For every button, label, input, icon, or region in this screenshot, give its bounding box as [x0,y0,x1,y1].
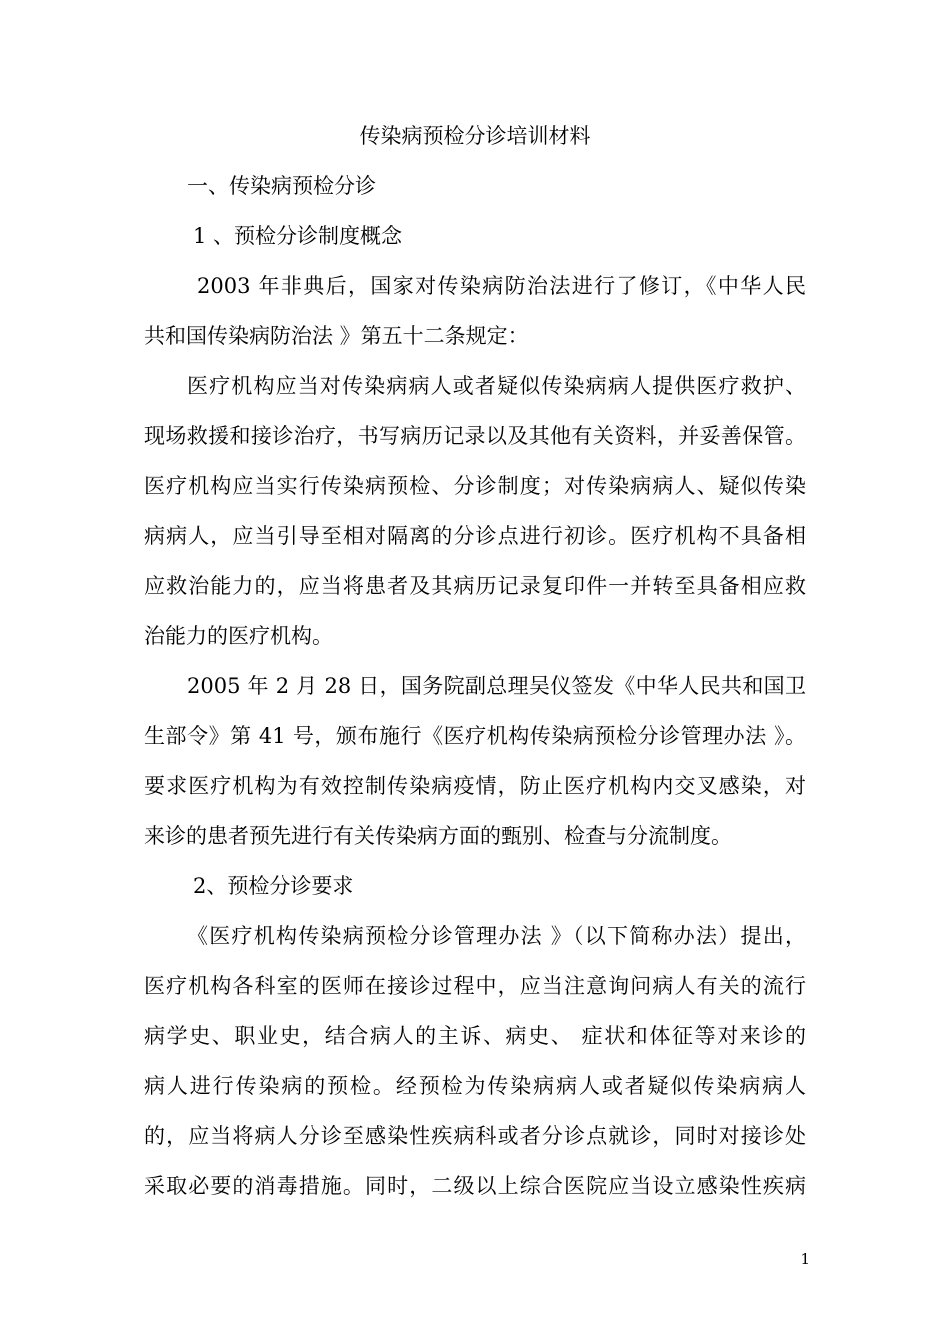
paragraph-4-line-2: 医疗机构各科室的医师在接诊过程中，应当注意询问病人有关的流行 [144,974,806,998]
paragraph-2-line-2: 现场救援和接诊治疗，书写病历记录以及其他有关资料，并妥善保管。 [144,424,806,448]
paragraph-2-line-5: 应救治能力的，应当将患者及其病历记录复印件一并转至具备相应救 [144,574,806,598]
paragraph-4-line-5: 的，应当将病人分诊至感染性疾病科或者分诊点就诊，同时对接诊处 [144,1124,806,1148]
paragraph-4-line-1: 《医疗机构传染病预检分诊管理办法 》（以下简称办法）提出， [187,924,806,948]
paragraph-1-line-1: 2003 年非典后，国家对传染病防治法进行了修订，《中华人民 [197,274,806,298]
paragraph-3-line-2: 生部令》第 41 号，颁布施行《医疗机构传染病预检分诊管理办法 》。 [144,724,806,748]
paragraph-4-line-6: 采取必要的消毒措施。同时，二级以上综合医院应当设立感染性疾病 [144,1174,806,1198]
paragraph-4-line-3: 病学史、职业史，结合病人的主诉、病史、 症状和体征等对来诊的 [144,1024,806,1048]
paragraph-3-line-3: 要求医疗机构为有效控制传染病疫情，防止医疗机构内交叉感染，对 [144,774,806,798]
document-title: 传染病预检分诊培训材料 [359,124,591,148]
paragraph-2-line-6: 治能力的医疗机构。 [144,624,333,648]
paragraph-2-line-1: 医疗机构应当对传染病病人或者疑似传染病病人提供医疗救护、 [187,374,806,398]
paragraph-2-line-4: 病病人，应当引导至相对隔离的分诊点进行初诊。医疗机构不具备相 [144,524,806,548]
paragraph-3-line-1: 2005 年 2 月 28 日，国务院副总理吴仪签发《中华人民共和国卫 [187,674,806,698]
paragraph-4-line-4: 病人进行传染病的预检。经预检为传染病病人或者疑似传染病病人 [144,1074,806,1098]
paragraph-2-line-3: 医疗机构应当实行传染病预检、分诊制度；对传染病病人、疑似传染 [144,474,806,498]
subsection-heading-1-1: 1 、预检分诊制度概念 [193,224,403,248]
paragraph-1-line-2: 共和国传染病防治法 》第五十二条规定： [144,324,529,348]
paragraph-3-line-4: 来诊的患者预先进行有关传染病方面的甄别、检查与分流制度。 [144,824,732,848]
page-number: 1 [800,1250,810,1268]
section-heading-1: 一、传染病预检分诊 [187,174,376,198]
subsection-heading-1-2: 2、预检分诊要求 [193,874,354,898]
